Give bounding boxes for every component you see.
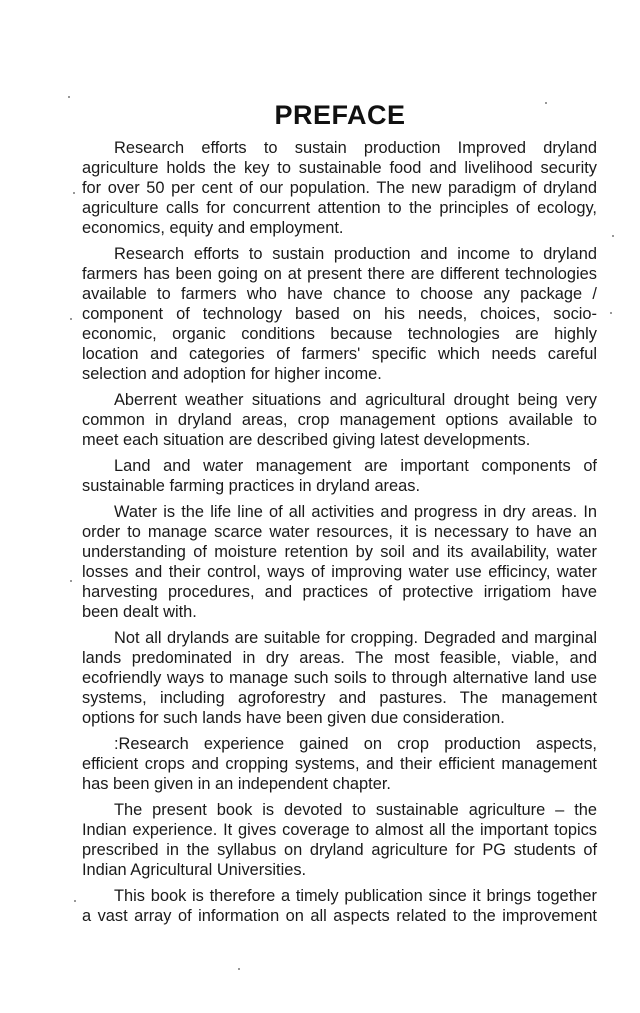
text-line: Research efforts to sustain production Improved dryland — [114, 139, 597, 157]
text-line: available to farmers who have chance to choose any package / — [82, 285, 597, 303]
text-line: This book is therefore a timely publication since it brings together — [114, 887, 597, 905]
text-line: losses and their control, ways of improving water use efficincy, water — [82, 563, 597, 581]
text-line: a vast array of information on all aspects related to the improvement — [82, 907, 597, 925]
text-line: component of technology based on his needs, choices, socio- — [82, 305, 597, 323]
text-line: economic, organic conditions because technologies are highly — [82, 325, 597, 343]
text-line: harvesting procedures, and practices of protective irrigatiom have — [82, 583, 597, 601]
preface-body — [82, 138, 597, 932]
paragraph — [82, 734, 597, 794]
text-line: Not all drylands are suitable for cropping. Degraded and marginal — [114, 629, 597, 647]
text-line: Land and water management are important components of — [114, 457, 597, 475]
text-line: prescribed in the syllabus on dryland agriculture for PG students of — [82, 841, 597, 859]
scan-speck — [238, 968, 240, 970]
paragraph — [82, 138, 597, 238]
text-line: Indian experience. It gives coverage to almost all the important topics — [82, 821, 597, 839]
text-line: common in dryland areas, crop management options available to — [82, 411, 597, 429]
scan-speck — [70, 318, 72, 320]
text-line: for over 50 per cent of our population. The new paradigm of dryland — [82, 179, 597, 197]
text-line: :Research experience gained on crop production aspects, — [114, 735, 597, 753]
text-line: Research efforts to sustain production and income to dryland — [114, 245, 597, 263]
paragraph — [82, 502, 597, 622]
text-line: The present book is devoted to sustainable agriculture – the — [114, 801, 597, 819]
scan-speck — [68, 96, 70, 98]
text-line: farmers has been going on at present there are different technologies — [82, 265, 597, 283]
text-line: agriculture holds the key to sustainable food and livelihood security — [82, 159, 597, 177]
scan-speck — [73, 192, 75, 194]
text-line: has been given in an independent chapter. — [82, 775, 391, 793]
scan-speck — [610, 312, 612, 314]
scan-speck — [74, 900, 76, 902]
scan-speck — [70, 580, 72, 582]
text-line: lands predominated in dry areas. The most feasible, viable, and — [82, 649, 597, 667]
text-line: efficient crops and cropping systems, and their efficient management — [82, 755, 597, 773]
scan-speck — [545, 102, 547, 104]
paragraph — [82, 628, 597, 728]
text-line: sustainable farming practices in dryland areas. — [82, 477, 421, 495]
paragraph — [82, 244, 597, 384]
page-title: PREFACE — [274, 100, 406, 130]
text-line: systems, including agroforestry and pastures. The management — [82, 689, 597, 707]
paragraph — [82, 886, 597, 926]
text-line: Water is the life line of all activities and progress in dry areas. In — [114, 503, 597, 521]
paragraph — [82, 390, 597, 450]
text-line: agriculture calls for concurrent attention to the principles of ecology, — [82, 199, 597, 217]
text-line: been dealt with. — [82, 603, 197, 621]
text-line: selection and adoption for higher income. — [82, 365, 382, 383]
text-line: location and categories of farmers' specific which needs careful — [82, 345, 597, 363]
text-line: meet each situation are described giving latest developments. — [82, 431, 531, 449]
text-line: order to manage scarce water resources, it is necessary to have an — [82, 523, 597, 541]
paragraph — [82, 456, 597, 496]
text-line: economics, equity and employment. — [82, 219, 344, 237]
text-line: understanding of moisture retention by soil and its availability, water — [82, 543, 597, 561]
text-line: Aberrent weather situations and agricultural drought being very — [114, 391, 597, 409]
paragraph — [82, 800, 597, 880]
text-line: ecofriendly ways to manage such soils to through alternative land use — [82, 669, 597, 687]
text-line: options for such lands have been given due consideration. — [82, 709, 505, 727]
text-line: Indian Agricultural Universities. — [82, 861, 307, 879]
scan-speck — [612, 235, 614, 237]
